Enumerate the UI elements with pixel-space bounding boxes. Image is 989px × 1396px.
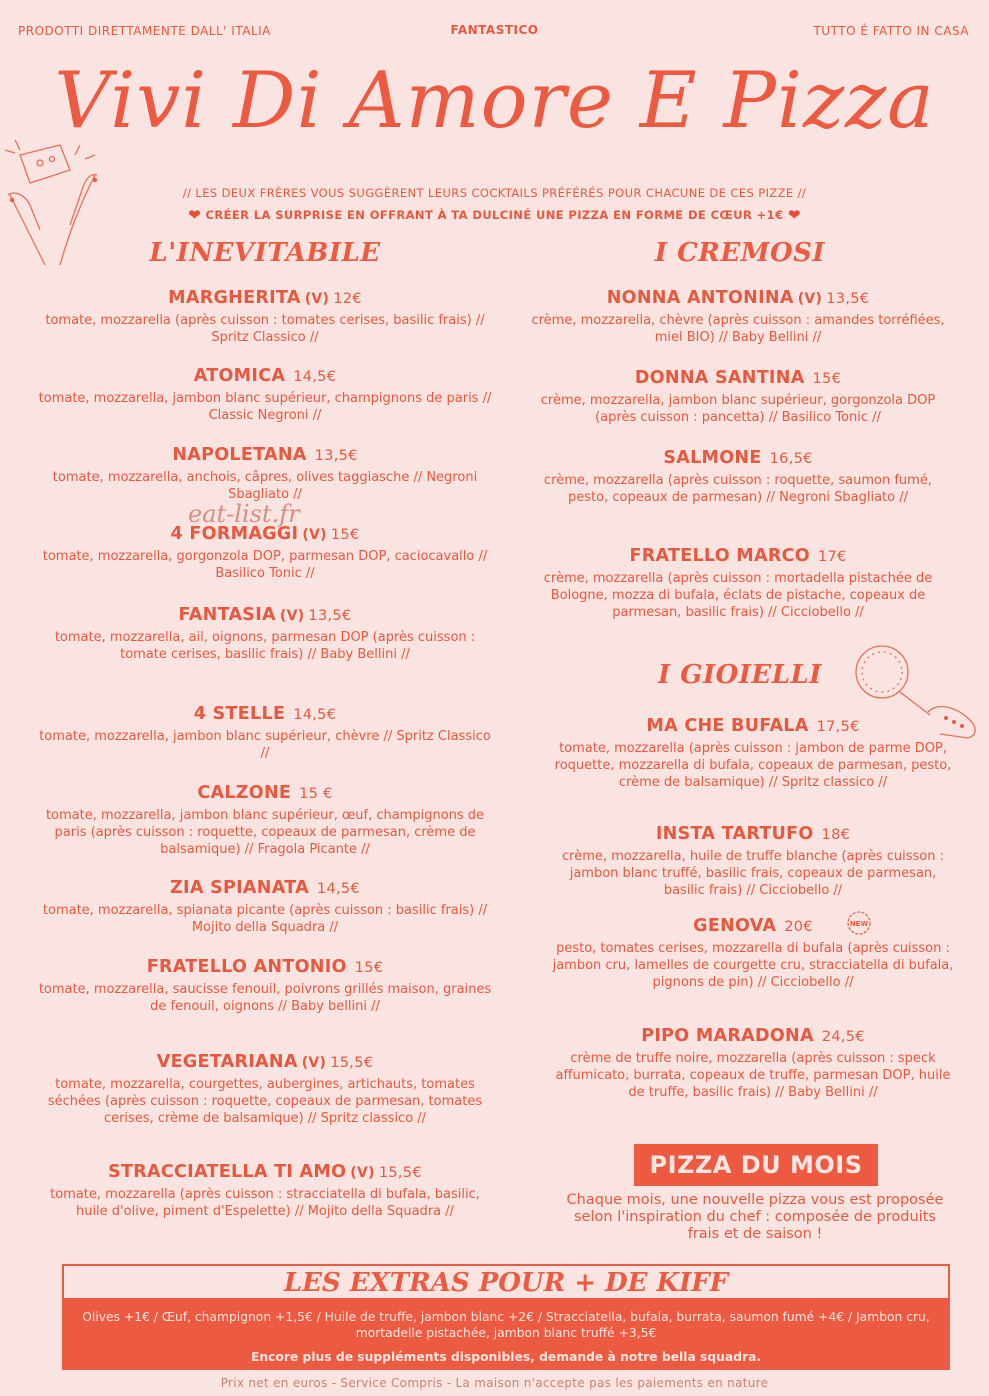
- menu-item: [528, 448, 948, 506]
- menu-item-description: tomate, mozzarella, saucisse fenouil, poivrons grillés maison, graines de fenouil, oignons // Baby bellini //: [38, 982, 492, 1014]
- menu-item-title: [528, 448, 948, 469]
- menu-item-name: FRATELLO ANTONIO: [146, 957, 347, 977]
- menu-item-price: 15€: [354, 960, 384, 976]
- menu-item-name: NONNA ANTONINA: [606, 288, 794, 308]
- menu-item-name: VEGETARIANA: [156, 1052, 298, 1072]
- menu-item-title: [35, 1162, 495, 1183]
- menu-item-veg-tag: (V): [797, 291, 823, 307]
- menu-item-veg-tag: (V): [304, 291, 330, 307]
- menu-item-price: 24,5€: [821, 1029, 865, 1045]
- menu-item-name: MA CHE BUFALA: [646, 716, 809, 736]
- menu-item: [35, 878, 495, 936]
- menu-item-description: crème, mozzarella (après cuisson : mortadella pistachée de Bologne, mozza di bufala, éclats de pistache, copeaux de parmesan, basilic frais) // Cicciobello //: [543, 571, 933, 620]
- menu-item-name: STRACCIATELLA TI AMO: [108, 1162, 347, 1182]
- menu-item-name: ATOMICA: [193, 366, 286, 386]
- menu-item: [548, 916, 958, 991]
- menu-item-title: [35, 1052, 495, 1073]
- extras-list-box: [62, 1300, 950, 1370]
- section-title-cremosi: I CREMOSI: [654, 238, 826, 268]
- watermark: eat-list.fr: [188, 500, 300, 528]
- menu-item: [35, 445, 495, 503]
- menu-item-price: 14,5€: [293, 707, 337, 723]
- menu-item-price: 14,5€: [293, 369, 337, 385]
- menu-item-title: [35, 366, 495, 387]
- menu-item: [35, 366, 495, 424]
- menu-item-title: [35, 783, 495, 804]
- heart-promo-text: CRÉER LA SURPRISE EN OFFRANT À TA DULCINÉ UNE PIZZA EN FORME DE CŒUR +1€: [205, 208, 784, 222]
- menu-item-name: FRATELLO MARCO: [629, 546, 810, 566]
- menu-item-description: tomate, mozzarella, gorgonzola DOP, parmesan DOP, caciocavallo // Basilico Tonic //: [42, 549, 488, 581]
- extras-title-box: [62, 1264, 950, 1300]
- menu-item: [35, 1052, 495, 1127]
- menu-item-price: 15 €: [299, 786, 333, 802]
- menu-item-title: [548, 1026, 958, 1047]
- menu-item-title: [35, 445, 495, 466]
- menu-item-name: PIPO MARADONA: [641, 1026, 814, 1046]
- menu-item-price: 15,5€: [378, 1165, 422, 1181]
- menu-item-title: [35, 704, 495, 725]
- menu-item-description: tomate, mozzarella, jambon blanc supérieur, champignons de paris // Classic Negroni //: [38, 391, 492, 423]
- menu-item-title: [528, 546, 948, 567]
- menu-item: [35, 957, 495, 1015]
- menu-item-price: 18€: [821, 827, 851, 843]
- menu-item-name: NAPOLETANA: [172, 445, 307, 465]
- menu-item: [35, 1162, 495, 1220]
- menu-item: [528, 546, 948, 621]
- menu-item-price: 20€: [784, 919, 813, 935]
- menu-item-description: tomate, mozzarella, jambon blanc supérieur, œuf, champignons de paris (après cuisson : roquette, copeaux de parmesan, crème de balsamique) // Fragola Picante //: [45, 808, 485, 857]
- header-left-text: PRODOTTI DIRETTAMENTE DALL' ITALIA: [18, 24, 271, 38]
- menu-item-description: tomate, mozzarella, courgettes, aubergines, artichauts, tomates séchées (après cuisson : roquette, copeaux de parmesan, tomates cerises, crème de balsamique) // Spritz classico //: [47, 1077, 483, 1126]
- menu-item-description: pesto, tomates cerises, mozzarella di bufala (après cuisson : jambon cru, lamelles de courgette cru, stracciatella di bufala, pignons de pin) // Cicciobello //: [552, 941, 954, 990]
- menu-item-description: tomate, mozzarella (après cuisson : stracciatella di bufala, basilic, huile d'olive, piment d'Espelette) // Mojito della Squadra //: [50, 1187, 480, 1219]
- header-right-text: TUTTO É FATTO IN CASA: [813, 24, 969, 38]
- menu-item-name: MARGHERITA: [168, 288, 301, 308]
- menu-item-price: 16,5€: [769, 451, 813, 467]
- pizza-du-mois-title: PIZZA DU MOIS: [634, 1144, 878, 1186]
- new-badge-text: NEW: [849, 920, 869, 928]
- menu-item-description: tomate, mozzarella, anchois, câpres, olives taggiasche // Negroni Sbagliato //: [52, 470, 478, 502]
- menu-item-description: crème, mozzarella, jambon blanc supérieur, gorgonzola DOP (après cuisson : pancetta) // Basilico Tonic //: [540, 393, 936, 425]
- menu-item-name: CALZONE: [197, 783, 292, 803]
- menu-item-description: crème, mozzarella, chèvre (après cuisson : amandes torréfiées, miel BIO) // Baby Bellini //: [531, 313, 945, 345]
- menu-item-title: [548, 916, 958, 937]
- footer-text: Prix net en euros - Service Compris - La maison n'accepte pas les paiements en nature: [220, 1376, 769, 1390]
- menu-item-description: tomate, mozzarella, ail, oignons, parmesan DOP (après cuisson : tomate cerises, basilic frais) // Baby Bellini //: [54, 630, 476, 662]
- menu-item-price: 12€: [333, 291, 362, 307]
- menu-item-name: INSTA TARTUFO: [655, 824, 814, 844]
- section-title-inevitabile: L'INEVITABILE: [149, 238, 381, 268]
- menu-item-veg-tag: (V): [279, 608, 305, 624]
- pizza-du-mois-desc: Chaque mois, une nouvelle pizza vous est proposée selon l'inspiration du chef : composée de produits frais et de saison !: [566, 1192, 944, 1242]
- menu-item-name: ZIA SPIANATA: [170, 878, 309, 898]
- menu-item: [35, 605, 495, 663]
- menu-item-price: 17€: [817, 549, 847, 565]
- menu-item-price: 13,5€: [308, 608, 352, 624]
- extras-list: Olives +1€ / Œuf, champignon +1,5€ / Huile de truffe, jambon blanc +2€ / Stracciatella, bufala, burrata, saumon fumé +4€ / Jambon cru, mortadelle pistachée, jambon blanc truffé +3,5€: [82, 1310, 930, 1340]
- menu-item: [35, 704, 495, 762]
- menu-title: Vivi Di Amore E Pizza: [54, 56, 935, 146]
- menu-item-description: crème, mozzarella, huile de truffe blanche (après cuisson : jambon blanc truffé, basilic frais, copeaux de parmesan, basilic frais) // Cicciobello //: [562, 849, 944, 898]
- extras-title: LES EXTRAS POUR + DE KIFF: [283, 1268, 729, 1298]
- menu-item: [528, 288, 948, 346]
- menu-item-price: 15€: [330, 527, 360, 543]
- menu-item-veg-tag: (V): [350, 1165, 375, 1181]
- menu-item-description: tomate, mozzarella (après cuisson : tomates cerises, basilic frais) // Spritz Classico //: [45, 313, 485, 345]
- menu-item: [35, 288, 495, 346]
- menu-item-price: 17,5€: [816, 719, 860, 735]
- new-badge-icon: [846, 910, 872, 936]
- menu-subtitle: // LES DEUX FRÈRES VOUS SUGGÈRENT LEURS COCKTAILS PRÉFÉRÉS POUR CHACUNE DE CES PIZZE //: [182, 186, 807, 200]
- extras-more: Encore plus de suppléments disponibles, demande à notre bella squadra.: [250, 1350, 762, 1364]
- menu-item-title: [35, 605, 495, 626]
- menu-item-price: 15,5€: [330, 1055, 374, 1071]
- heart-icon: ❤: [188, 206, 202, 224]
- menu-item-name: GENOVA: [693, 916, 777, 936]
- menu-item-name: FANTASIA: [178, 605, 276, 625]
- menu-item-description: tomate, mozzarella (après cuisson : jambon de parme DOP, roquette, mozzarella di bufala, copeaux de parmesan, pesto, crème de balsamique) // Spritz classico //: [554, 741, 952, 790]
- menu-item-name: DONNA SANTINA: [634, 368, 805, 388]
- menu-item-name: 4 FORMAGGI: [170, 524, 299, 544]
- menu-item-veg-tag: (V): [302, 527, 327, 543]
- menu-item: [35, 524, 495, 582]
- menu-item: [528, 368, 948, 426]
- menu-item-title: [35, 878, 495, 899]
- menu-item-name: 4 STELLE: [193, 704, 286, 724]
- menu-item: [548, 1026, 958, 1101]
- menu-item: [35, 783, 495, 858]
- menu-item-price: 14,5€: [316, 881, 360, 897]
- menu-item-name: SALMONE: [663, 448, 762, 468]
- menu-item-price: 13,5€: [826, 291, 870, 307]
- menu-item: [548, 824, 958, 899]
- menu-item-title: [548, 824, 958, 845]
- header-center-text: FANTASTICO: [450, 23, 539, 37]
- menu-item: [548, 716, 958, 791]
- menu-item-description: tomate, mozzarella, spianata picante (après cuisson : basilic frais) // Mojito della Squadra //: [42, 903, 488, 935]
- menu-item-description: crème de truffe noire, mozzarella (après cuisson : speck affumicato, burrata, copeaux de truffe, parmesan DOP, huile de truffe, basilic frais) // Baby Bellini //: [555, 1051, 951, 1100]
- menu-item-price: 15€: [812, 371, 842, 387]
- menu-item-description: crème, mozzarella (après cuisson : roquette, saumon fumé, pesto, copeaux de parmesan) // Negroni Sbagliato //: [544, 473, 932, 505]
- menu-item-price: 13,5€: [314, 448, 358, 464]
- menu-item-title: [528, 368, 948, 389]
- section-title-gioielli: I GIOIELLI: [658, 660, 822, 690]
- heart-icon: ❤: [787, 206, 801, 224]
- menu-item-veg-tag: (V): [301, 1055, 327, 1071]
- menu-item-title: [35, 288, 495, 309]
- menu-item-title: [548, 716, 958, 737]
- menu-item-description: tomate, mozzarella, jambon blanc supérieur, chèvre // Spritz Classico //: [39, 729, 491, 761]
- menu-item-title: [35, 957, 495, 978]
- menu-item-title: [528, 288, 948, 309]
- heart-promo: [0, 206, 989, 224]
